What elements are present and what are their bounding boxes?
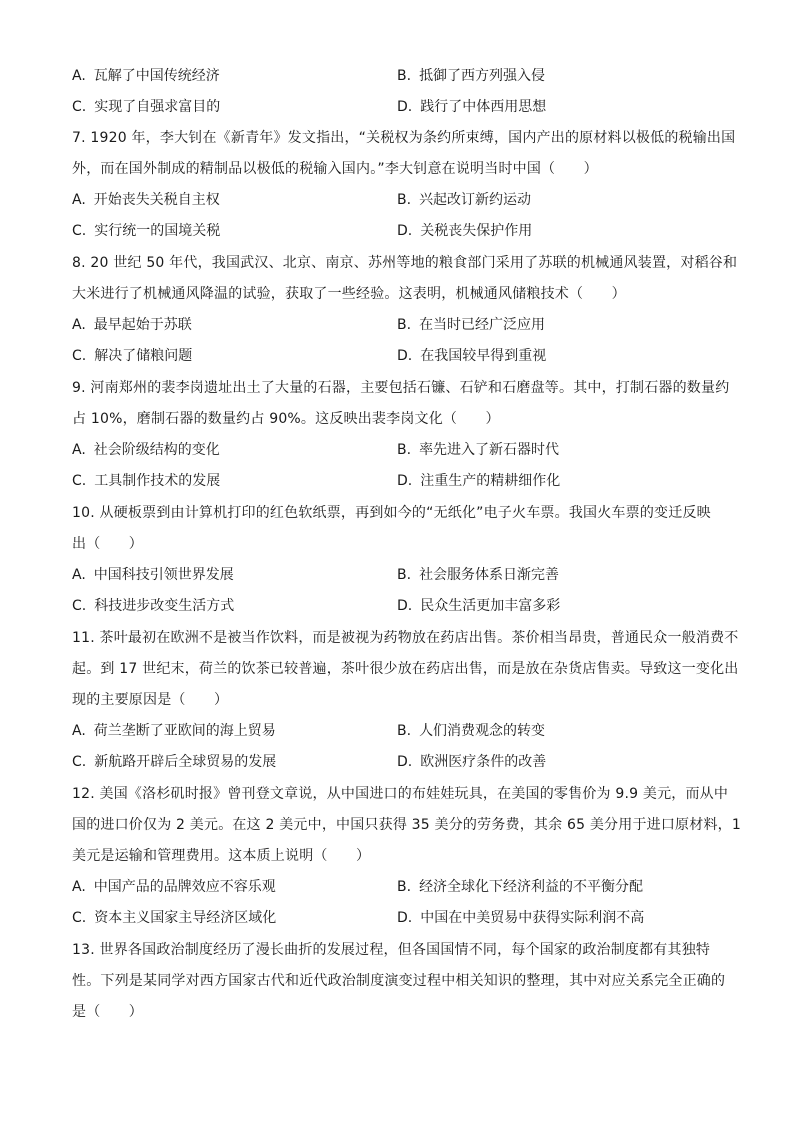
option-text: 最早起始于苏联 [93,317,192,333]
q7-stem-line-1: 7. 1920 年，李大钊在《新青年》发文指出，“关税权为条约所束缚，国内产出的原材料以极低的税输出国 [72,130,736,146]
q9-option-d[interactable] [397,471,560,491]
option-text: 在当时已经广泛应用 [419,317,546,333]
option-text: 关税丧失保护作用 [420,223,533,239]
q12-option-d[interactable] [397,908,644,928]
option-text: 抵御了西方列强入侵 [419,68,546,84]
q9-option-b[interactable] [397,440,559,460]
option-letter: D. [397,99,413,115]
option-text: 解决了储粮问题 [94,348,193,364]
q8-option-b[interactable] [397,315,545,335]
option-letter: A. [72,317,86,333]
q6-option-a[interactable] [72,66,220,86]
option-letter: C. [72,754,87,770]
q7-stem-line-2: 外，而在国外制成的精制品以极低的税输入国内。”李大钊意在说明当时中国（ ） [72,161,598,177]
q12-option-c[interactable] [72,908,276,928]
option-letter: A. [72,567,86,583]
q9-stem-line-1: 9. 河南郑州的裴李岗遗址出土了大量的石器，主要包括石镰、石铲和石磨盘等。其中，打制石器的数量约 [72,380,730,396]
option-letter: C. [72,223,87,239]
option-letter: C. [72,598,87,614]
q11-option-d[interactable] [397,752,546,772]
option-text: 民众生活更加丰富多彩 [420,598,561,614]
q10-stem-line-2: 出（ ） [72,536,143,552]
q7-option-c[interactable] [72,221,220,241]
option-letter: D. [397,754,413,770]
option-text: 社会阶级结构的变化 [93,442,220,458]
q12-stem-line-2: 国的进口价仅为 2 美元。在这 2 美元中，中国只获得 35 美分的劳务费，其余 65 美分用于进口原材料，1 [72,817,741,833]
option-letter: C. [72,473,87,489]
option-letter: D. [397,910,413,926]
option-text: 中国科技引领世界发展 [93,567,234,583]
q12-option-b[interactable] [397,877,643,897]
option-text: 资本主义国家主导经济区域化 [94,910,277,926]
q7-option-a[interactable] [72,190,220,210]
q8-option-c[interactable] [72,346,192,366]
option-letter: A. [72,68,86,84]
q6-option-b[interactable] [397,66,545,86]
q10-option-d[interactable] [397,596,560,616]
q11-stem-line-2: 起。到 17 世纪末，荷兰的饮茶已较普遍，茶叶很少放在药店出售，而是放在杂货店售卖。导致这一变化出 [72,661,739,677]
option-text: 社会服务体系日渐完善 [419,567,560,583]
q9-option-c[interactable] [72,471,220,491]
q9-stem-line-2: 占 10%，磨制石器的数量约占 90%。这反映出裴李岗文化（ ） [72,411,500,427]
q11-option-a[interactable] [72,721,276,741]
option-text: 在我国较早得到重视 [420,348,547,364]
option-letter: D. [397,473,413,489]
q10-option-a[interactable] [72,565,234,585]
option-letter: C. [72,99,87,115]
q8-stem-line-2: 大米进行了机械通风降温的试验，获取了一些经验。这表明，机械通风储粮技术（ ） [72,286,626,302]
option-text: 中国在中美贸易中获得实际利润不高 [420,910,645,926]
q10-option-c[interactable] [72,596,234,616]
option-letter: B. [397,68,412,84]
option-text: 率先进入了新石器时代 [419,442,560,458]
option-letter: A. [72,442,86,458]
option-text: 欧洲医疗条件的改善 [420,754,547,770]
option-text: 荷兰垄断了亚欧间的海上贸易 [93,723,276,739]
q11-option-b[interactable] [397,721,545,741]
option-text: 践行了中体西用思想 [420,99,547,115]
option-letter: D. [397,598,413,614]
q11-stem-line-3: 现的主要原因是（ ） [72,692,229,708]
option-letter: B. [397,567,412,583]
option-text: 人们消费观念的转变 [419,723,546,739]
q6-option-d[interactable] [397,97,546,117]
option-text: 工具制作技术的发展 [94,473,221,489]
option-text: 兴起改订新约运动 [419,192,532,208]
q6-option-c[interactable] [72,97,220,117]
q11-stem-line-1: 11. 茶叶最初在欧洲不是被当作饮料，而是被视为药物放在药店出售。茶价相当昂贵，普通民众一般消费不 [72,630,739,646]
q9-option-a[interactable] [72,440,220,460]
option-letter: A. [72,879,86,895]
option-letter: B. [397,442,412,458]
option-text: 注重生产的精耕细作化 [420,473,561,489]
option-letter: D. [397,348,413,364]
option-text: 实行统一的国境关税 [94,223,221,239]
q7-option-d[interactable] [397,221,532,241]
q7-option-b[interactable] [397,190,531,210]
q12-stem-line-3: 美元是运输和管理费用。这本质上说明（ ） [72,848,371,864]
option-letter: A. [72,723,86,739]
option-letter: B. [397,723,412,739]
q11-option-c[interactable] [72,752,276,772]
option-text: 经济全球化下经济利益的不平衡分配 [419,879,644,895]
q10-stem-line-1: 10. 从硬板票到由计算机打印的红色软纸票，再到如今的“无纸化”电子火车票。我国火车票的变迁反映 [72,505,711,521]
option-letter: D. [397,223,413,239]
q13-stem-line-2: 性。下列是某同学对西方国家古代和近代政治制度演变过程中相关知识的整理，其中对应关系完全正确的 [72,973,726,989]
option-letter: B. [397,192,412,208]
q12-stem-line-1: 12. 美国《洛杉矶时报》曾刊登文章说，从中国进口的布娃娃玩具，在美国的零售价为 9.9 美元，而从中 [72,786,729,802]
q10-option-b[interactable] [397,565,559,585]
option-text: 中国产品的品牌效应不容乐观 [93,879,276,895]
q8-option-d[interactable] [397,346,546,366]
option-letter: C. [72,348,87,364]
q8-stem-line-1: 8. 20 世纪 50 年代，我国武汉、北京、南京、苏州等地的粮食部门采用了苏联的机械通风装置，对稻谷和 [72,255,738,271]
option-letter: C. [72,910,87,926]
option-letter: B. [397,879,412,895]
option-text: 科技进步改变生活方式 [94,598,235,614]
option-text: 开始丧失关税自主权 [93,192,220,208]
option-text: 新航路开辟后全球贸易的发展 [94,754,277,770]
q13-stem-line-1: 13. 世界各国政治制度经历了漫长曲折的发展过程，但各国国情不同，每个国家的政治制度都有其独特 [72,942,711,958]
q12-option-a[interactable] [72,877,276,897]
q8-option-a[interactable] [72,315,192,335]
option-text: 实现了自强求富目的 [94,99,221,115]
option-letter: B. [397,317,412,333]
option-letter: A. [72,192,86,208]
option-text: 瓦解了中国传统经济 [93,68,220,84]
q13-stem-line-3: 是（ ） [72,1004,143,1020]
